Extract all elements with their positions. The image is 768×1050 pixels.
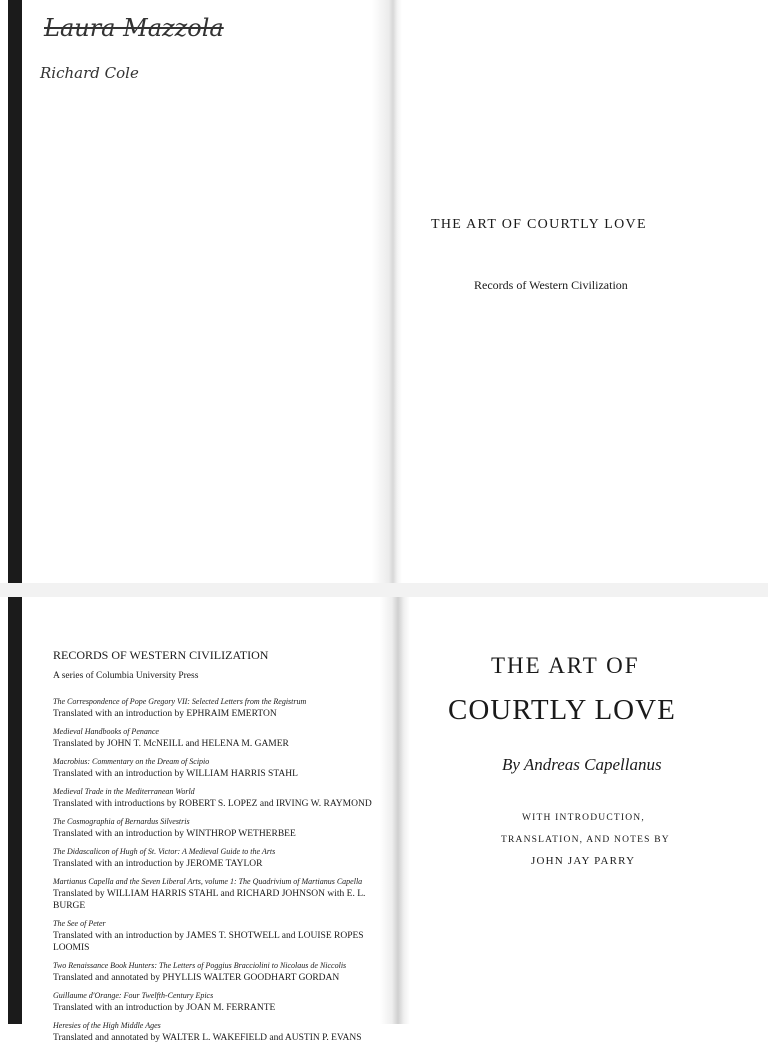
book-credit: Translated with an introduction by WINTHROP WETHERBEE	[53, 829, 296, 839]
handwritten-name: Richard Cole	[40, 64, 139, 82]
book-credit: Translated and annotated by PHYLLIS WALTER GOODHART GORDAN	[53, 973, 340, 983]
list-item	[53, 990, 383, 1014]
scan-edge	[8, 597, 22, 1024]
list-item	[53, 876, 383, 912]
half-title: THE ART OF COURTLY LOVE	[431, 217, 647, 232]
book-credit: Translated with an introduction by JAMES T. SHOTWELL and LOUISE ROPES LOOMIS	[53, 931, 364, 953]
book-title: Medieval Handbooks of Penance	[53, 727, 159, 736]
book-credit: Translated and annotated by WALTER L. WAKEFIELD and AUSTIN P. EVANS	[53, 1033, 362, 1043]
book-credit: Translated by JOHN T. McNEILL and HELENA M. GAMER	[53, 739, 289, 749]
book-credit: Translated with an introduction by EPHRAIM EMERTON	[53, 709, 277, 719]
translator: JOHN JAY PARRY	[531, 855, 636, 867]
book-title: Two Renaissance Book Hunters: The Letters of Poggius Bracciolini to Nicolaus de Niccolis	[53, 961, 347, 970]
notes-line: TRANSLATION, AND NOTES BY	[501, 835, 670, 845]
list-item	[53, 1020, 383, 1044]
book-title: Medieval Trade in the Mediterranean World	[53, 787, 195, 796]
list-item	[53, 918, 383, 954]
title-line-2: COURTLY LOVE	[448, 694, 676, 726]
intro-line: WITH INTRODUCTION,	[522, 813, 645, 823]
book-title: The Didascalicon of Hugh of St. Victor: A Medieval Guide to the Arts	[53, 847, 276, 856]
book-title: The Correspondence of Pope Gregory VII: Selected Letters from the Registrum	[53, 697, 307, 706]
list-item	[53, 846, 383, 870]
bottom-spread	[0, 597, 768, 1043]
book-title: Martianus Capella and the Seven Liberal Arts, volume 1: The Quadrivium of Martianus Capella	[53, 877, 363, 886]
page-gap	[0, 583, 768, 597]
book-credit: Translated with an introduction by JOAN M. FERRANTE	[53, 1003, 276, 1013]
list-item	[53, 726, 383, 750]
book-credit: Translated by WILLIAM HARRIS STAHL and RICHARD JOHNSON with E. L. BURGE	[53, 889, 366, 911]
book-title: Macrobius: Commentary on the Dream of Scipio	[53, 757, 210, 766]
book-title: The Cosmographia of Bernardus Silvestris	[53, 817, 190, 826]
book-credit: Translated with introductions by ROBERT S. LOPEZ and IRVING W. RAYMOND	[53, 799, 372, 809]
book-spine	[372, 0, 402, 583]
book-title: The See of Peter	[53, 919, 106, 928]
list-item	[53, 816, 383, 840]
series-subheading: A series of Columbia University Press	[53, 671, 199, 681]
list-item	[53, 960, 383, 984]
scan-edge	[8, 0, 22, 583]
list-item	[53, 786, 383, 810]
list-item	[53, 756, 383, 780]
book-spine	[380, 597, 410, 1024]
book-title: Heresies of the High Middle Ages	[53, 1021, 161, 1030]
book-title: Guillaume d'Orange: Four Twelfth-Century Epics	[53, 991, 214, 1000]
handwritten-name-struck: Laura Mazzola	[44, 14, 224, 42]
list-item	[53, 696, 383, 720]
book-credit: Translated with an introduction by WILLIAM HARRIS STAHL	[53, 769, 298, 779]
author: By Andreas Capellanus	[502, 755, 662, 774]
title-line-1: THE ART OF	[491, 653, 640, 678]
series-list	[53, 696, 383, 1050]
series-heading: RECORDS OF WESTERN CIVILIZATION	[53, 648, 269, 662]
series-name: Records of Western Civilization	[474, 278, 628, 292]
book-credit: Translated with an introduction by JEROME TAYLOR	[53, 859, 263, 869]
